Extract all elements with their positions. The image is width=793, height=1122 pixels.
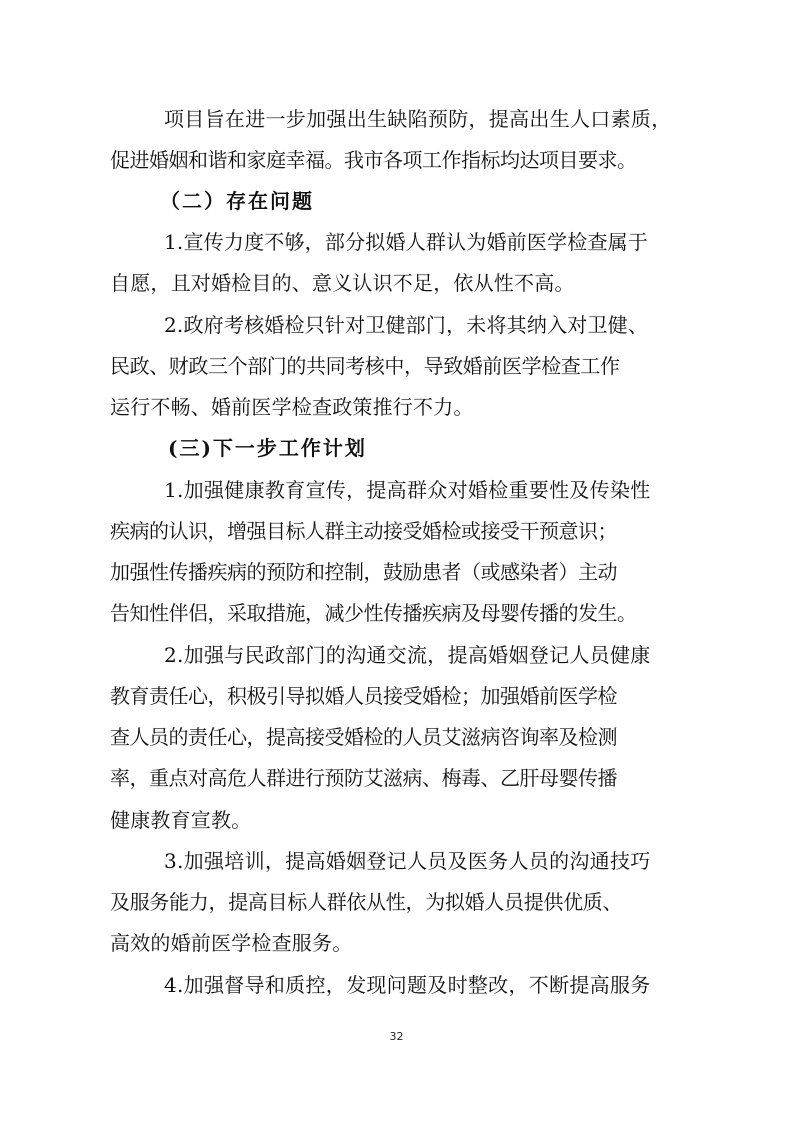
section-heading-next-steps: (三)下一步工作计划 (168, 436, 367, 460)
body-text-line: 4.加强督导和质控，发现问题及时整改，不断提高服务 (164, 973, 651, 997)
body-text-line: 3.加强培训，提高婚姻登记人员及医务人员的沟通技巧 (164, 849, 651, 873)
body-text-line: 1.宣传力度不够，部分拟婚人群认为婚前医学检查属于 (164, 230, 649, 254)
body-text-line: 及服务能力，提高目标人群依从性，为拟婚人员提供优质、 (110, 890, 623, 914)
body-text-line: 高效的婚前医学检查服务。 (110, 931, 353, 955)
body-text-line: 2.政府考核婚检只针对卫健部门，未将其纳入对卫健、 (164, 313, 649, 337)
body-text-line: 加强性传播疾病的预防和控制，鼓励患者（或感染者）主动 (110, 560, 617, 584)
body-text-line: 教育责任心，积极引导拟婚人员接受婚检；加强婚前医学检 (110, 684, 617, 708)
body-text-line: 项目旨在进一步加强出生缺陷预防，提高出生人口素质， (164, 107, 672, 131)
body-text-line: 自愿，且对婚检目的、意义认识不足，依从性不高。 (110, 271, 575, 295)
section-heading-existing-problems: （二）存在问题 (160, 189, 314, 213)
body-text-line: 1.加强健康教育宣传，提高群众对婚检重要性及传染性 (164, 478, 651, 502)
body-text-line: 告知性伴侣，采取措施，减少性传播疾病及母婴传播的发生。 (110, 601, 637, 625)
body-text-line: 疾病的认识，增强目标人群主动接受婚检或接受干预意识； (110, 519, 617, 543)
body-text-line: 查人员的责任心，提高接受婚检的人员艾滋病咨询率及检测 (110, 725, 617, 749)
body-text-line: 健康教育宣教。 (110, 808, 252, 832)
body-text-line: 运行不畅、婚前医学检查政策推行不力。 (110, 395, 474, 419)
body-text-line: 民政、财政三个部门的共同考核中，导致婚前医学检查工作 (110, 354, 620, 378)
page-number: 32 (389, 1030, 404, 1043)
body-text-line: 率，重点对高危人群进行预防艾滋病、梅毒、乙肝母婴传播 (110, 766, 617, 790)
body-text-line: 2.加强与民政部门的沟通交流，提高婚姻登记人员健康 (164, 643, 651, 667)
body-text-line: 促进婚姻和谐和家庭幸福。我市各项工作指标均达项目要求。 (110, 148, 637, 172)
